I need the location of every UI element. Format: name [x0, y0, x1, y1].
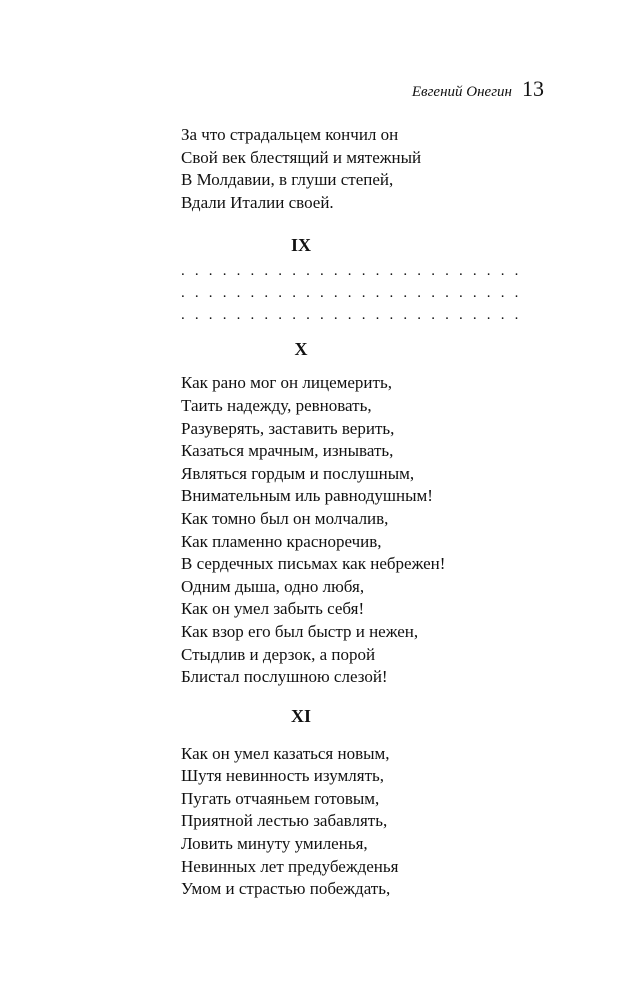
- verse-line: Как пламенно красноречив,: [181, 531, 382, 551]
- verse-line: Свой век блестящий и мятежный: [181, 147, 422, 167]
- stanza-ix-omitted: [181, 260, 561, 326]
- running-header: [412, 76, 544, 102]
- stanza-xi: [181, 743, 561, 901]
- verse-line: Приятной лестью забавлять,: [181, 811, 388, 831]
- page-number: 13: [522, 76, 544, 101]
- verse-line: В Молдавии, в глуши степей,: [181, 170, 394, 190]
- verse-line: Вдали Италии своей.: [181, 192, 334, 212]
- stanza-heading-ix: IX: [290, 235, 311, 256]
- verse-line: В сердечных письмах как небрежен!: [181, 554, 446, 574]
- verse-line: Невинных лет предубежденья: [181, 856, 399, 876]
- omitted-line: . . . . . . . . . . . . . . . . . . . . . . . . .: [181, 285, 522, 302]
- running-title: Евгений Онегин: [411, 84, 512, 100]
- omitted-line: . . . . . . . . . . . . . . . . . . . . . . . . .: [181, 263, 522, 280]
- stanza-heading-xi: XI: [290, 705, 311, 726]
- verse-line: Казаться мрачным, изнывать,: [181, 441, 394, 461]
- verse-line: Являться гордым и послушным,: [181, 463, 415, 483]
- verse-line: Таить надежду, ревновать,: [181, 395, 372, 415]
- verse-line: Умом и страстью побеждать,: [181, 879, 391, 899]
- verse-line: Как он умел казаться новым,: [181, 743, 390, 763]
- omitted-line: . . . . . . . . . . . . . . . . . . . . . . . . .: [181, 307, 522, 324]
- poem-text: [181, 124, 561, 901]
- verse-line: Ловить минуту умиленья,: [181, 834, 368, 854]
- verse-line: Как взор его был быстр и нежен,: [181, 621, 419, 641]
- verse-line: Стыдлив и дерзок, а порой: [181, 644, 376, 664]
- verse-line: Как он умел забыть себя!: [181, 599, 365, 619]
- verse-line: За что страдальцем кончил он: [181, 125, 399, 144]
- stanza-x: [181, 372, 561, 688]
- intro-stanza: [181, 124, 561, 214]
- verse-line: Как рано мог он лицемерить,: [181, 373, 392, 393]
- verse-line: Шутя невинность изумлять,: [181, 766, 385, 786]
- verse-line: Разуверять, заставить верить,: [181, 418, 395, 438]
- verse-line: Блистал послушною слезой!: [181, 667, 388, 687]
- verse-line: Пугать отчаяньем готовым,: [181, 788, 380, 808]
- verse-line: Одним дыша, одно любя,: [181, 576, 365, 596]
- verse-line: Как томно был он молчалив,: [181, 508, 389, 528]
- stanza-heading-x: X: [294, 339, 308, 360]
- verse-line: Внимательным иль равнодушным!: [181, 486, 433, 506]
